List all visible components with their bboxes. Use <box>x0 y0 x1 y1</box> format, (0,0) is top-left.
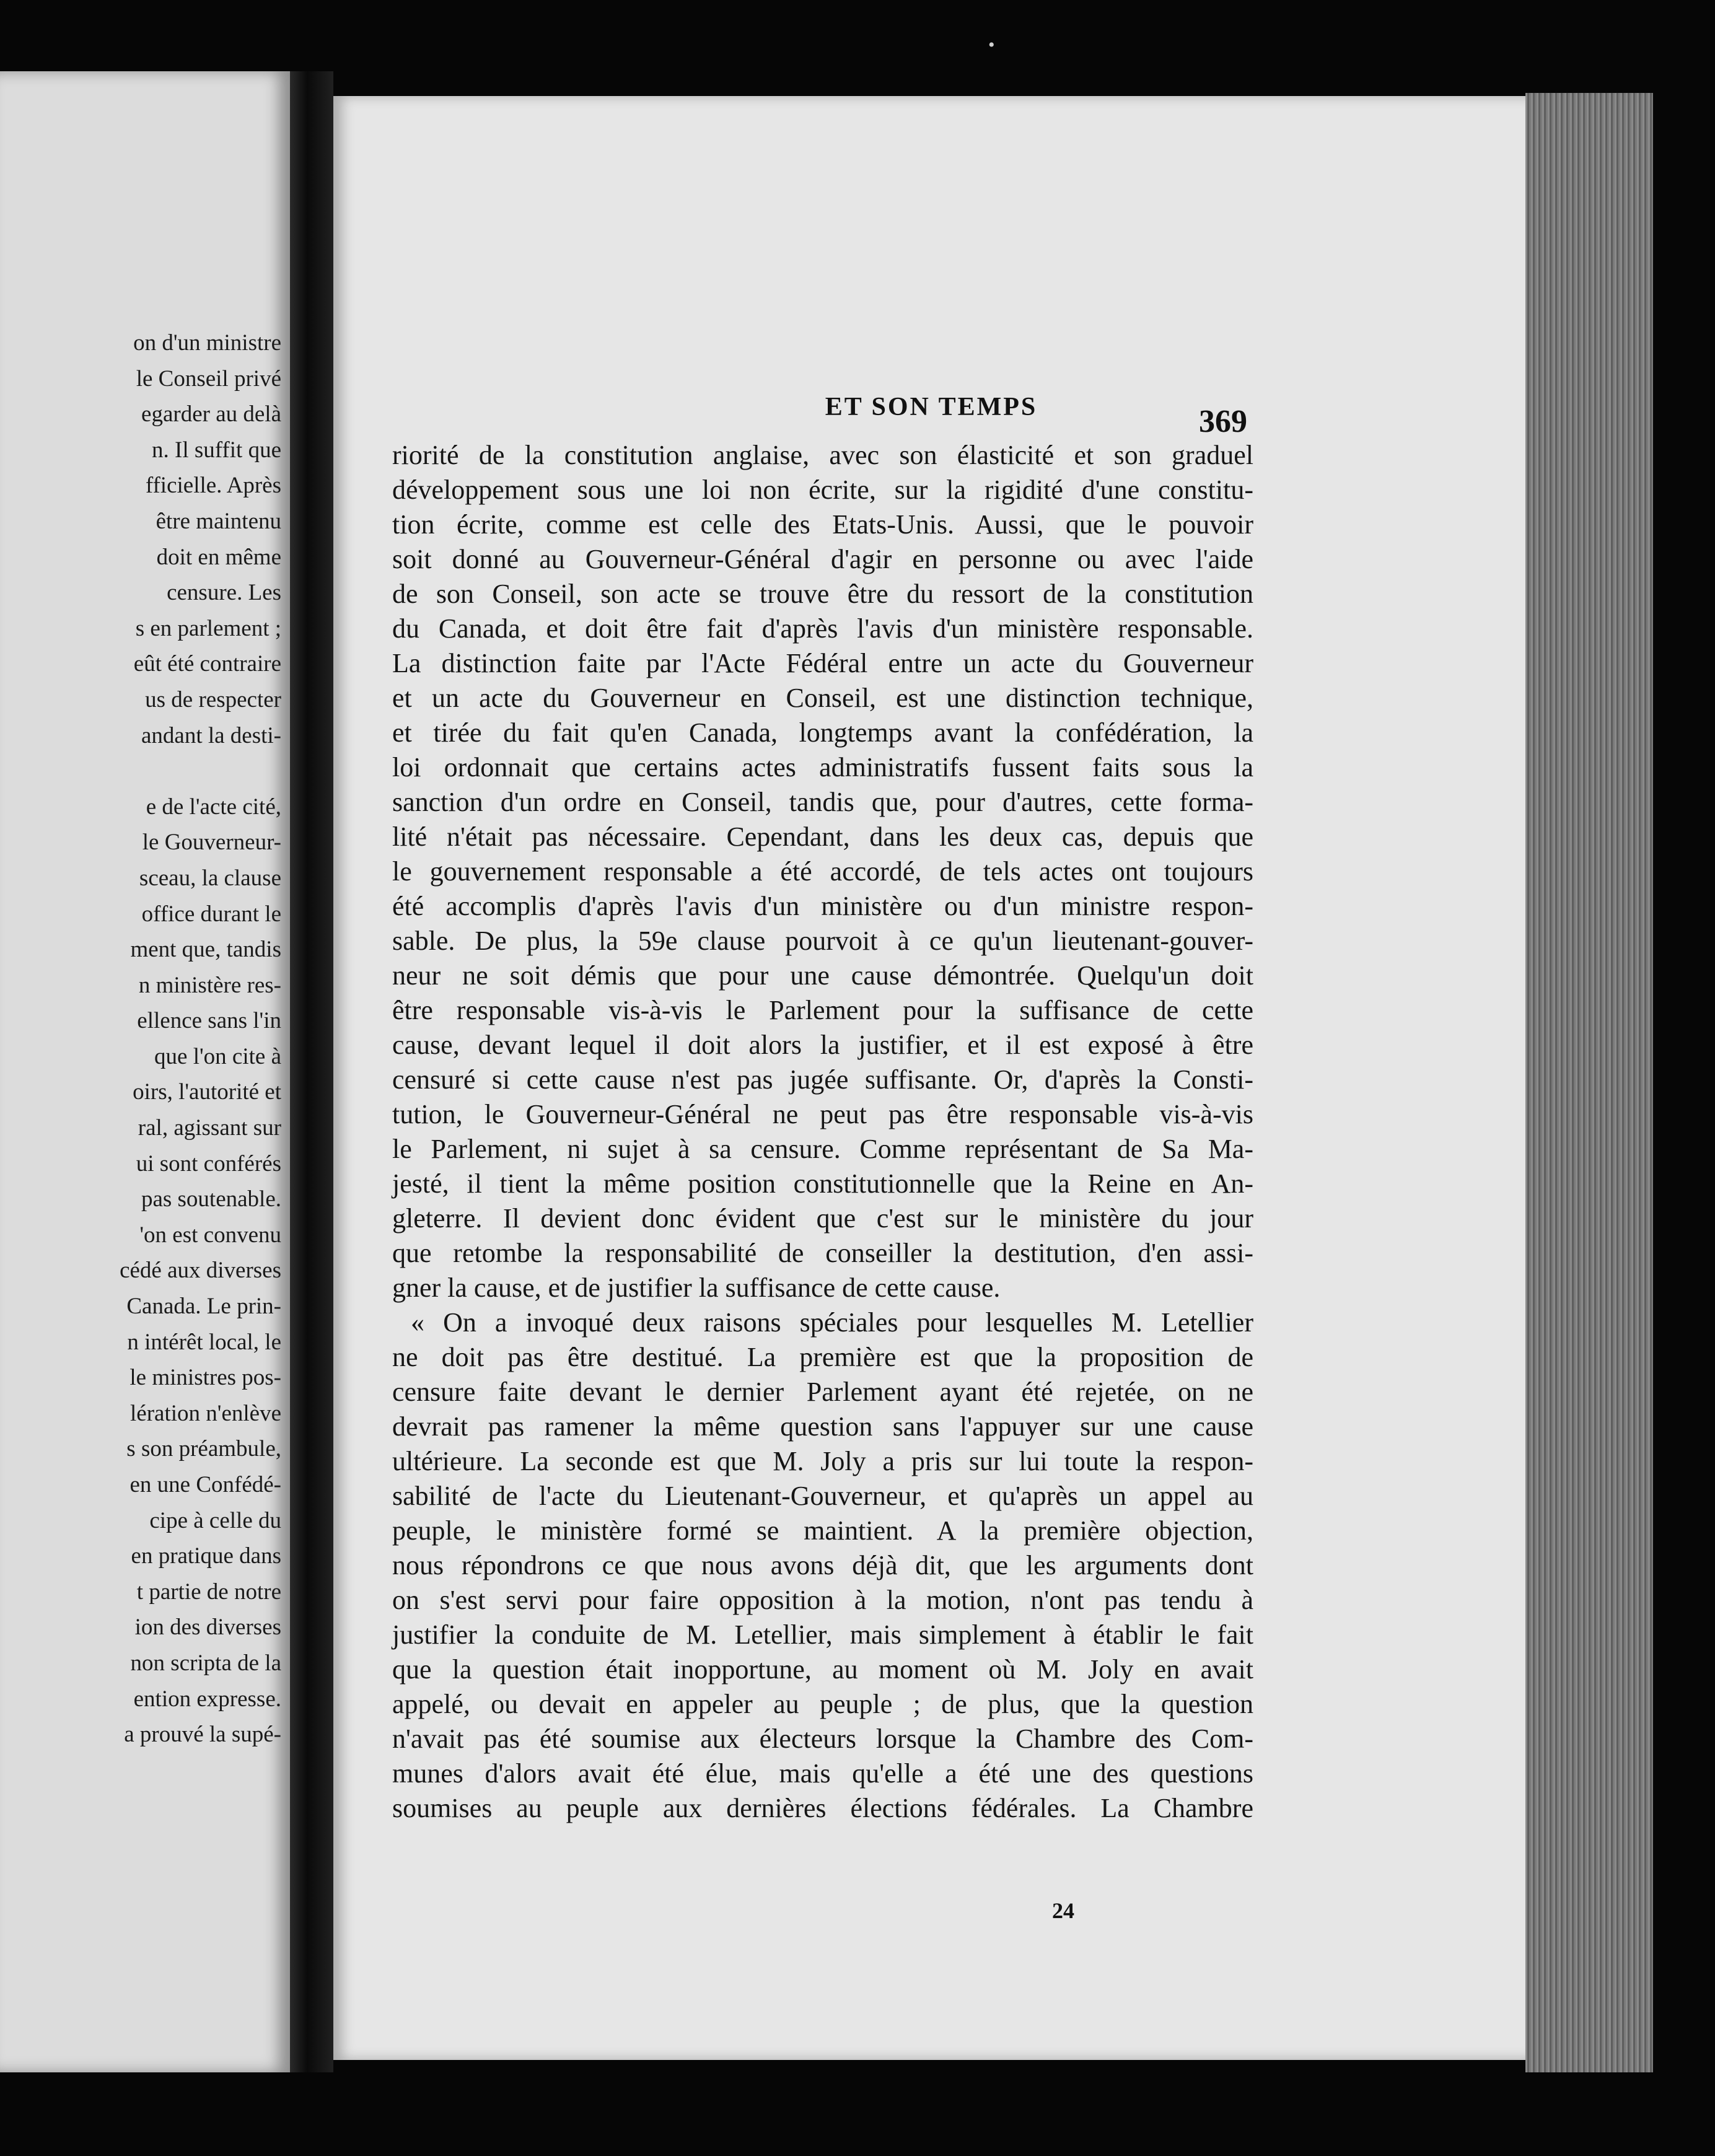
left-page-line: ion des diverses <box>134 1615 281 1641</box>
left-page-line: que l'on cite à <box>154 1043 281 1069</box>
text-line: munes d'alors avait été élue, mais qu'elle a été une des questions <box>392 1758 1253 1789</box>
text-line: et tirée du fait qu'en Canada, longtemps avant la confédération, la <box>392 717 1253 748</box>
left-page-line: n ministère res- <box>138 972 281 998</box>
left-page-line: cipe à celle du <box>149 1507 281 1533</box>
left-page-line: en pratique dans <box>131 1543 281 1569</box>
left-page-line: ral, agissant sur <box>138 1115 281 1141</box>
text-line: tion écrite, comme est celle des Etats-Unis. Aussi, que le pouvoir <box>392 509 1253 540</box>
text-line: n'avait pas été soumise aux électeurs lorsque la Chambre des Com- <box>392 1724 1253 1754</box>
text-line: loi ordonnait que certains actes administratifs fussent faits sous la <box>392 752 1253 782</box>
text-line: du Canada, et doit être fait d'après l'avis d'un ministère responsable. <box>392 613 1253 644</box>
text-line: gner la cause, et de justifier la suffisance de cette cause. <box>392 1273 1001 1303</box>
left-page-line: andant la desti- <box>141 722 281 748</box>
text-line: été accomplis d'après l'avis d'un ministère ou d'un ministre respon- <box>392 891 1253 921</box>
left-page-line: ellence sans l'in <box>137 1008 281 1034</box>
text-line: censure faite devant le dernier Parlement ayant été rejetée, on ne <box>392 1377 1253 1407</box>
left-page-line <box>0 753 281 789</box>
text-line: devrait pas ramener la même question sans l'appuyer sur une cause <box>392 1411 1253 1442</box>
left-page-line: egarder au delà <box>141 401 281 427</box>
left-page-line: ui sont conférés <box>136 1150 281 1177</box>
text-line: La distinction faite par l'Acte Fédéral entre un acte du Gouverneur <box>392 648 1253 678</box>
text-line: on s'est servi pour faire opposition à la motion, n'ont pas tendu à <box>392 1585 1253 1615</box>
left-page-line: s en parlement ; <box>135 615 281 641</box>
left-page-line: n. Il suffit que <box>152 437 281 463</box>
text-line: que la question était inopportune, au moment où M. Joly en avait <box>392 1654 1253 1685</box>
left-page-line: cédé aux diverses <box>120 1258 281 1284</box>
text-line: neur ne soit démis que pour une cause démontrée. Quelqu'un doit <box>392 960 1253 991</box>
left-page-line: lération n'enlève <box>130 1400 281 1426</box>
text-line: que retombe la responsabilité de conseiller la destitution, d'en assi- <box>392 1238 1253 1268</box>
text-line: sable. De plus, la 59e clause pourvoit à ce qu'un lieutenant-gouver- <box>392 926 1253 956</box>
text-line: le Parlement, ni sujet à sa censure. Comme représentant de Sa Ma- <box>392 1134 1253 1164</box>
left-page-line: eût été contraire <box>133 651 281 677</box>
left-page-line: le Conseil privé <box>136 366 281 392</box>
text-line: peuple, le ministère formé se maintient. A la première objection, <box>392 1515 1253 1546</box>
text-line: sabilité de l'acte du Lieutenant-Gouverneur, et qu'après un appel au <box>392 1481 1253 1511</box>
text-line: cause, devant lequel il doit alors la justifier, et il est exposé à être <box>392 1030 1253 1060</box>
left-page-line: on d'un ministre <box>133 330 281 356</box>
left-page-line: pas soutenable. <box>141 1186 281 1212</box>
text-line: jesté, il tient la même position constitutionnelle que la Reine en An- <box>392 1168 1253 1199</box>
left-page-line: 'on est convenu <box>139 1222 281 1248</box>
page-number: 369 <box>1199 404 1247 439</box>
text-line: nous répondrons ce que nous avons déjà dit, que les arguments dont <box>392 1550 1253 1580</box>
left-page-line: ment que, tandis <box>130 937 281 963</box>
text-line: riorité de la constitution anglaise, avec son élasticité et son graduel <box>392 440 1253 470</box>
running-head: ET SON TEMPS <box>825 393 1038 421</box>
text-line: développement sous une loi non écrite, sur la rigidité d'une constitu- <box>392 475 1253 505</box>
text-line: appelé, ou devait en appeler au peuple ; de plus, que la question <box>392 1689 1253 1719</box>
page-edges <box>1525 93 1653 2072</box>
text-line: ne doit pas être destitué. La première est que la proposition de <box>392 1342 1253 1372</box>
right-page <box>333 96 1529 2060</box>
text-line: justifier la conduite de M. Letellier, mais simplement à établir le fait <box>392 1619 1253 1650</box>
left-page-line: ention expresse. <box>133 1686 281 1712</box>
scan-speck: • <box>988 35 995 55</box>
signature-mark: 24 <box>1052 1898 1074 1923</box>
left-page-line: sceau, la clause <box>139 865 281 891</box>
left-page-line: non scripta de la <box>130 1650 281 1676</box>
left-page-line: le Gouverneur- <box>142 830 281 856</box>
left-page-line: n intérêt local, le <box>127 1329 281 1355</box>
text-line: « On a invoqué deux raisons spéciales pour lesquelles M. Letellier <box>411 1307 1253 1338</box>
left-page-line: a prouvé la supé- <box>124 1722 281 1748</box>
text-line: et un acte du Gouverneur en Conseil, est une distinction technique, <box>392 683 1253 713</box>
text-line: le gouvernement responsable a été accordé, de tels actes ont toujours <box>392 856 1253 887</box>
text-line: soit donné au Gouverneur-Général d'agir en personne ou avec l'aide <box>392 544 1253 574</box>
text-line: être responsable vis-à-vis le Parlement pour la suffisance de cette <box>392 995 1253 1025</box>
text-line: sanction d'un ordre en Conseil, tandis que, pour d'autres, cette forma- <box>392 787 1253 817</box>
left-page-line: oirs, l'autorité et <box>133 1079 281 1105</box>
left-page-line: t partie de notre <box>136 1579 281 1605</box>
left-page-line: en une Confédé- <box>129 1472 281 1497</box>
left-page-line: Canada. Le prin- <box>126 1294 281 1320</box>
left-page-line: le ministres pos- <box>129 1365 281 1391</box>
text-line: censuré si cette cause n'est pas jugée suffisante. Or, d'après la Consti- <box>392 1064 1253 1095</box>
text-line: ultérieure. La seconde est que M. Joly a pris sur lui toute la respon- <box>392 1446 1253 1476</box>
left-page-line: censure. Les <box>167 580 281 606</box>
text-line: soumises au peuple aux dernières élections fédérales. La Chambre <box>392 1793 1253 1823</box>
text-line: de son Conseil, son acte se trouve être du ressort de la constitution <box>392 579 1253 609</box>
book-gutter <box>290 71 333 2072</box>
left-page-text <box>0 325 281 1753</box>
left-page-line: doit en même <box>156 544 281 570</box>
body-text <box>392 438 1253 1826</box>
text-line: lité n'était pas nécessaire. Cependant, dans les deux cas, depuis que <box>392 822 1253 852</box>
left-page-line: e de l'acte cité, <box>146 794 281 820</box>
left-page-line: us de respecter <box>145 686 281 712</box>
text-line: gleterre. Il devient donc évident que c'est sur le ministère du jour <box>392 1203 1253 1234</box>
left-page-line: être maintenu <box>156 508 281 534</box>
left-page-line: office durant le <box>141 901 281 927</box>
left-page-line: s son préambule, <box>126 1436 281 1462</box>
text-line: tution, le Gouverneur-Général ne peut pas être responsable vis-à-vis <box>392 1099 1253 1129</box>
left-page-line: fficielle. Après <box>145 473 281 499</box>
left-page <box>0 71 290 2072</box>
